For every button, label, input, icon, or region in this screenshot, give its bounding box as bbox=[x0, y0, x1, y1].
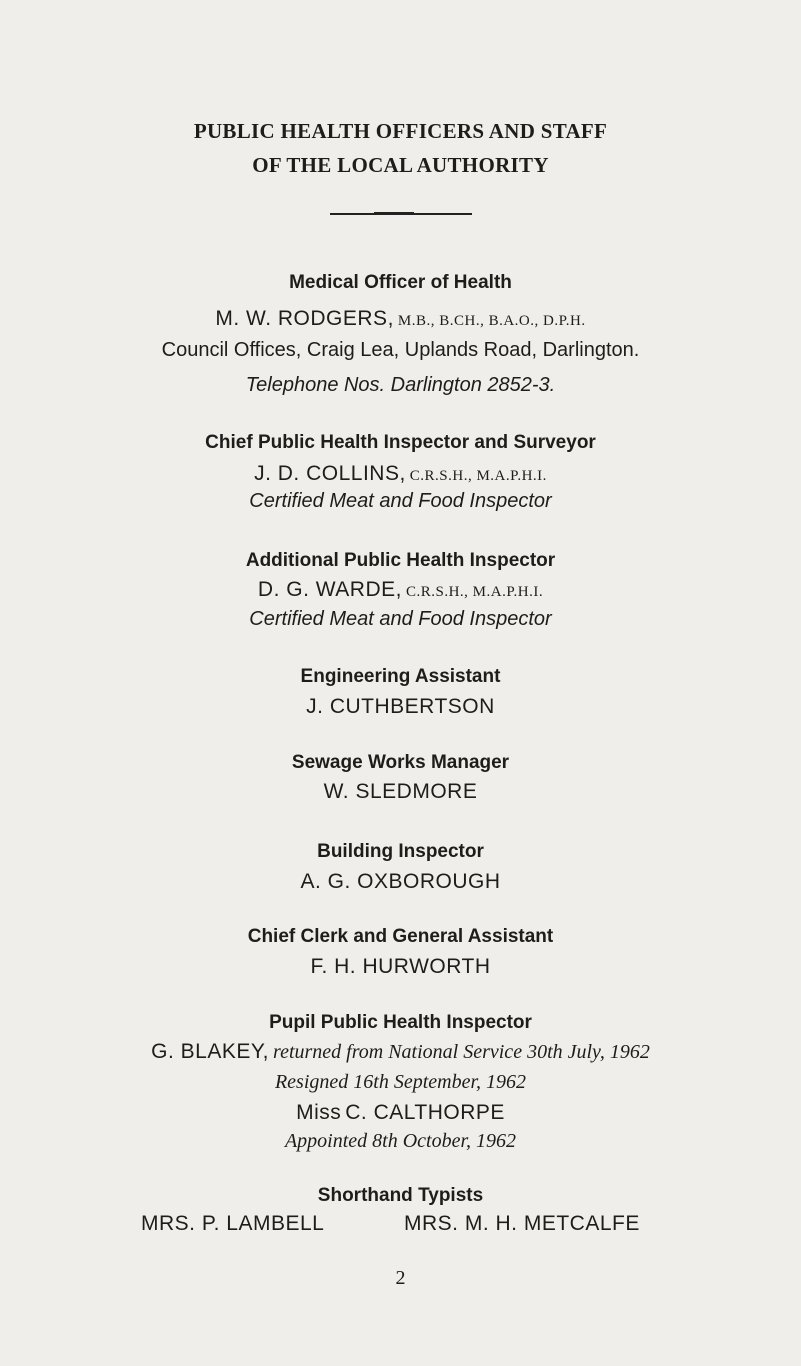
chief-clerk-name: F. H. HURWORTH bbox=[310, 955, 491, 978]
engineering-heading: Engineering Assistant bbox=[300, 666, 501, 687]
chief-phi-name-line bbox=[0, 462, 801, 486]
chief-phi-name: J. D. COLLINS, bbox=[254, 462, 406, 485]
moh-name-line bbox=[0, 307, 801, 331]
pupil-name2: C. CALTHORPE bbox=[345, 1101, 505, 1124]
typist-name-1: MRS. P. LAMBELL bbox=[141, 1212, 325, 1235]
additional-phi-name: D. G. WARDE, bbox=[257, 578, 402, 601]
page-title-line1: PUBLIC HEALTH OFFICERS AND STAFF bbox=[193, 119, 608, 143]
moh-telephone: Telephone Nos. Darlington 2852-3. bbox=[245, 374, 556, 396]
additional-phi-quals: C.R.S.H., M.A.P.H.I. bbox=[405, 584, 544, 600]
chief-phi-heading: Chief Public Health Inspector and Surveyor bbox=[205, 432, 596, 453]
pupil-name1-note: returned from National Service 30th July, 1962 bbox=[273, 1041, 650, 1063]
pupil-name2-prefix: Miss bbox=[296, 1101, 342, 1124]
additional-phi-name-line bbox=[0, 578, 801, 602]
pupil-name1: G. BLAKEY, bbox=[151, 1040, 270, 1063]
sewage-heading: Sewage Works Manager bbox=[291, 752, 510, 773]
title-divider bbox=[330, 213, 472, 215]
typist-name-2: MRS. M. H. METCALFE bbox=[404, 1212, 640, 1235]
pupil-heading: Pupil Public Health Inspector bbox=[269, 1012, 532, 1033]
building-name: A. G. OXBOROUGH bbox=[300, 870, 501, 893]
sewage-name: W. SLEDMORE bbox=[323, 780, 478, 803]
chief-phi-note: Certified Meat and Food Inspector bbox=[249, 490, 552, 512]
page-number: 2 bbox=[395, 1267, 406, 1289]
chief-clerk-heading: Chief Clerk and General Assistant bbox=[247, 926, 554, 947]
page-title-line2: OF THE LOCAL AUTHORITY bbox=[252, 153, 549, 177]
pupil-appointed: Appointed 8th October, 1962 bbox=[284, 1130, 517, 1152]
chief-phi-quals: C.R.S.H., M.A.P.H.I. bbox=[409, 468, 547, 484]
additional-phi-heading: Additional Public Health Inspector bbox=[245, 550, 556, 571]
engineering-name: J. CUTHBERTSON bbox=[306, 695, 495, 718]
moh-name: M. W. RODGERS, bbox=[215, 307, 394, 330]
pupil-name2-line bbox=[0, 1101, 801, 1125]
pupil-name1-line bbox=[0, 1040, 801, 1064]
typists-heading: Shorthand Typists bbox=[317, 1185, 484, 1206]
building-heading: Building Inspector bbox=[317, 841, 484, 862]
pupil-resigned: Resigned 16th September, 1962 bbox=[274, 1071, 527, 1093]
moh-quals: M.B., B.CH., B.A.O., D.P.H. bbox=[397, 313, 586, 329]
moh-address: Council Offices, Craig Lea, Uplands Road, Darlington. bbox=[161, 339, 640, 361]
moh-heading: Medical Officer of Health bbox=[289, 272, 512, 293]
additional-phi-note: Certified Meat and Food Inspector bbox=[249, 608, 552, 630]
